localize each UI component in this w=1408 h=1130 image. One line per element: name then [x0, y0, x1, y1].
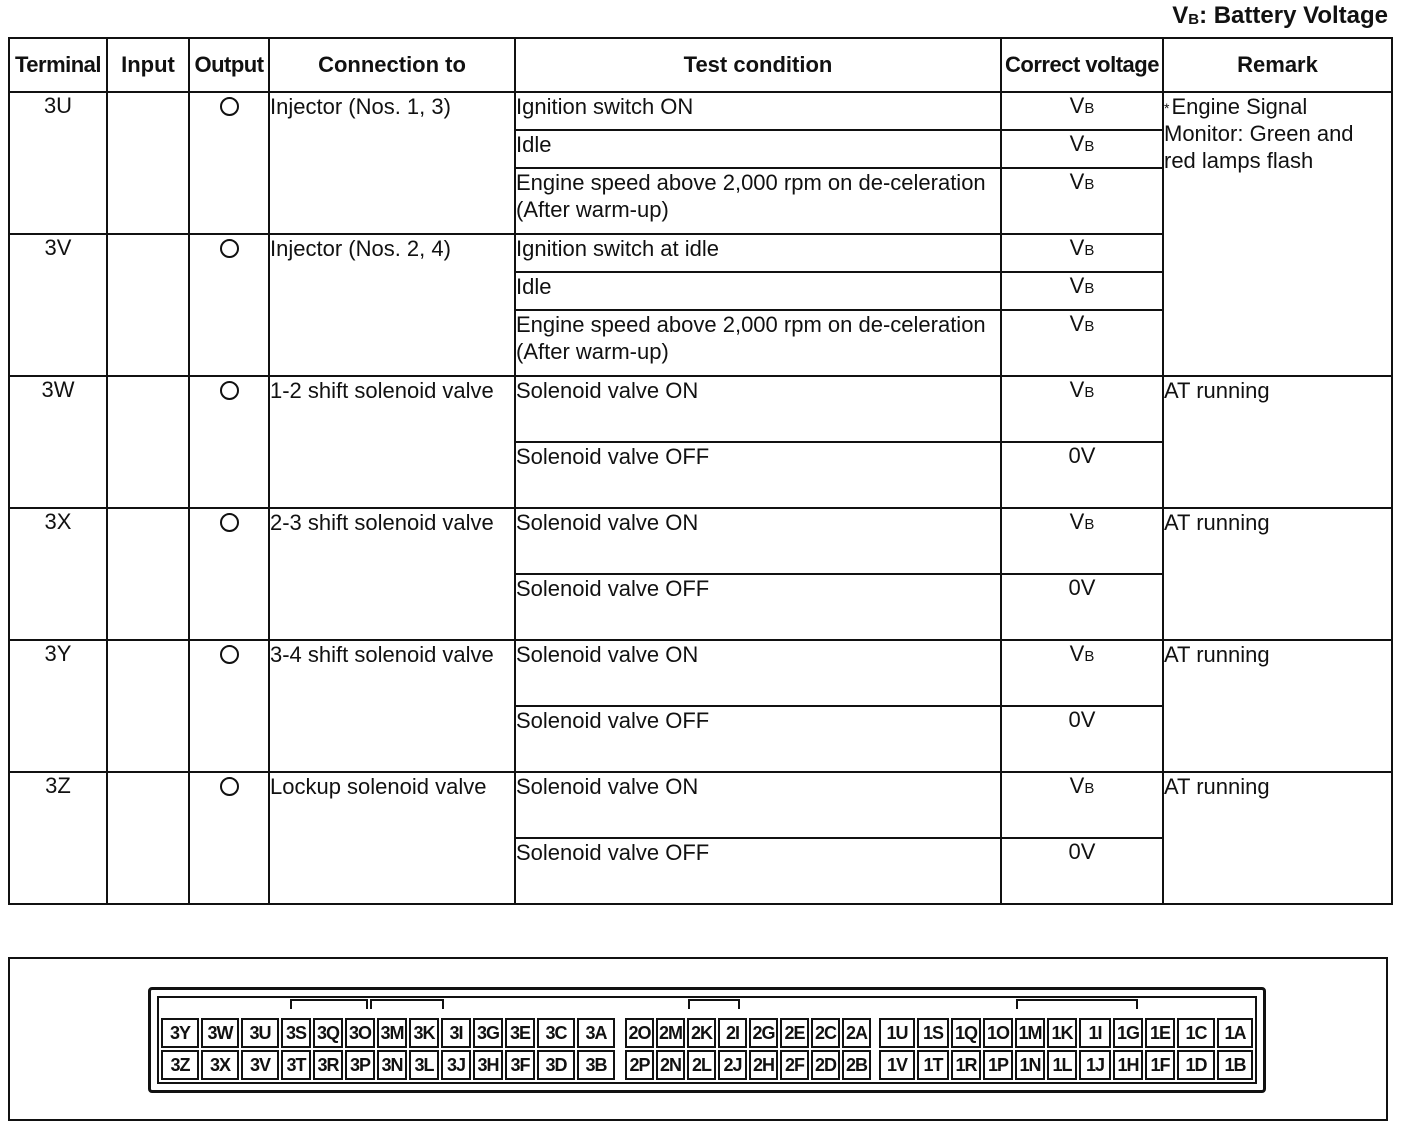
pin-group-3 [160, 1017, 620, 1081]
connector-pin: 2E [780, 1018, 809, 1048]
voltage-value: 0V [1068, 443, 1096, 468]
test-condition-cell: Solenoid valve ON [515, 376, 1001, 442]
connector-pin: 1G [1113, 1018, 1143, 1048]
terminal-cell: 3U [9, 92, 107, 234]
terminal-cell: 3Y [9, 640, 107, 772]
connector-pin: 3R [313, 1050, 343, 1080]
connection-cell: 3-4 shift solenoid valve [269, 640, 515, 772]
connection-cell: Injector (Nos. 1, 3) [269, 92, 515, 234]
vb-v: V [1069, 377, 1085, 402]
terminal-cell: 3Z [9, 772, 107, 904]
connector-pin: 3E [505, 1018, 535, 1048]
voltage-cell [1001, 508, 1163, 574]
remark-star: * [1164, 100, 1170, 116]
voltage-cell [1001, 272, 1163, 310]
connector-pin: 1U [879, 1018, 915, 1048]
legend-text: : Battery Voltage [1199, 2, 1388, 29]
test-condition-cell: Engine speed above 2,000 rpm on de-celeration (After warm-up) [515, 310, 1001, 376]
test-condition-cell: Solenoid valve ON [515, 772, 1001, 838]
test-condition-cell: Solenoid valve ON [515, 508, 1001, 574]
vb-sub: B [1084, 384, 1095, 401]
table-row [9, 772, 1392, 838]
vb-v: V [1069, 311, 1085, 336]
connector-pin: 1P [983, 1050, 1013, 1080]
connector-pin: 2B [842, 1050, 871, 1080]
remark-cell: AT running [1163, 640, 1392, 772]
vb-sub: B [1084, 242, 1095, 259]
test-condition-cell: Ignition switch at idle [515, 234, 1001, 272]
connector-pin: 3L [409, 1050, 439, 1080]
pin-group-2 [624, 1017, 872, 1081]
connector-pin: 3M [377, 1018, 407, 1048]
connector-pin: 1M [1015, 1018, 1045, 1048]
connector-pin: 2I [718, 1018, 747, 1048]
vb-v: V [1069, 169, 1085, 194]
output-cell [189, 772, 269, 904]
connector-pin: 1Q [951, 1018, 981, 1048]
test-condition-cell: Solenoid valve OFF [515, 574, 1001, 640]
connector-pin: 1T [917, 1050, 949, 1080]
connector-pin: 3Z [161, 1050, 199, 1080]
remark-cell: AT running [1163, 772, 1392, 904]
header-remark: Remark [1163, 38, 1392, 92]
connector-pin: 1D [1177, 1050, 1215, 1080]
connector-pin: 3N [377, 1050, 407, 1080]
remark-cell: AT running [1163, 376, 1392, 508]
table-row [9, 508, 1392, 574]
connector-pin: 2D [811, 1050, 840, 1080]
connector-pin: 2N [656, 1050, 685, 1080]
connector-pin: 3D [537, 1050, 575, 1080]
vb-v: V [1069, 131, 1085, 156]
voltage-value: 0V [1068, 575, 1096, 600]
test-condition-cell: Idle [515, 272, 1001, 310]
connector-pin: 3H [473, 1050, 503, 1080]
output-cell [189, 508, 269, 640]
connector-pin: 1H [1113, 1050, 1143, 1080]
terminal-cell: 3X [9, 508, 107, 640]
connector-pin: 1L [1047, 1050, 1077, 1080]
test-condition-cell: Solenoid valve OFF [515, 442, 1001, 508]
connector-pin: 3C [537, 1018, 575, 1048]
vb-sub: B [1084, 318, 1095, 335]
table-row [9, 640, 1392, 706]
voltage-cell [1001, 130, 1163, 168]
connector-pin: 1F [1145, 1050, 1175, 1080]
connection-cell: Injector (Nos. 2, 4) [269, 234, 515, 376]
connector-notch [370, 999, 444, 1009]
test-condition-cell: Engine speed above 2,000 rpm on de-celeration (After warm-up) [515, 168, 1001, 234]
output-circle-icon [220, 513, 239, 532]
connector-pin: 3S [281, 1018, 311, 1048]
output-circle-icon [220, 97, 239, 116]
terminal-cell: 3W [9, 376, 107, 508]
header-input: Input [107, 38, 189, 92]
voltage-legend [1172, 2, 1388, 30]
connector-pin: 2C [811, 1018, 840, 1048]
connector-pin: 3U [241, 1018, 279, 1048]
header-row [9, 38, 1392, 92]
connector-pin: 3O [345, 1018, 375, 1048]
remark-cell [1163, 92, 1392, 376]
connector-pin: 3G [473, 1018, 503, 1048]
voltage-value: 0V [1068, 707, 1096, 732]
connector-pin: 1E [1145, 1018, 1175, 1048]
voltage-cell [1001, 168, 1163, 234]
connector-pin: 1V [879, 1050, 915, 1080]
voltage-cell [1001, 92, 1163, 130]
connector-pin: 1B [1217, 1050, 1253, 1080]
vb-v: V [1069, 93, 1085, 118]
connector-pin: 2M [656, 1018, 685, 1048]
connector-pin: 1N [1015, 1050, 1045, 1080]
terminal-table [8, 37, 1393, 905]
test-condition-cell: Idle [515, 130, 1001, 168]
connector-pin: 1A [1217, 1018, 1253, 1048]
voltage-cell [1001, 772, 1163, 838]
vb-v: V [1069, 509, 1085, 534]
header-terminal: Terminal [9, 38, 107, 92]
connection-cell: 1-2 shift solenoid valve [269, 376, 515, 508]
output-circle-icon [220, 645, 239, 664]
connector-pin: 2H [749, 1050, 778, 1080]
test-condition-cell: Solenoid valve OFF [515, 706, 1001, 772]
connector-pin: 3P [345, 1050, 375, 1080]
connector-pin: 3F [505, 1050, 535, 1080]
header-connection: Connection to [269, 38, 515, 92]
connection-cell: Lockup solenoid valve [269, 772, 515, 904]
connector-notch [688, 999, 740, 1009]
connector-pin: 1C [1177, 1018, 1215, 1048]
connector-pin: 3J [441, 1050, 471, 1080]
remark-cell: AT running [1163, 508, 1392, 640]
connector-notch [1016, 999, 1138, 1009]
connector-pin: 1S [917, 1018, 949, 1048]
output-circle-icon [220, 239, 239, 258]
connector-pin: 3W [201, 1018, 239, 1048]
connector-pin: 2K [687, 1018, 716, 1048]
output-circle-icon [220, 381, 239, 400]
test-condition-cell: Ignition switch ON [515, 92, 1001, 130]
vb-v: V [1069, 773, 1085, 798]
vb-v: V [1069, 235, 1085, 260]
voltage-value: 0V [1068, 839, 1096, 864]
output-circle-icon [220, 777, 239, 796]
connector-pin: 1K [1047, 1018, 1077, 1048]
connector-pin: 3I [441, 1018, 471, 1048]
remark-text: Engine Signal Monitor: Green and red lamps flash [1164, 94, 1354, 173]
test-condition-cell: Solenoid valve OFF [515, 838, 1001, 904]
input-cell [107, 640, 189, 772]
connector-notch [290, 999, 368, 1009]
vb-v: V [1069, 641, 1085, 666]
connector-pin: 1R [951, 1050, 981, 1080]
voltage-cell [1001, 442, 1163, 508]
connector-pin: 3X [201, 1050, 239, 1080]
connector-pin: 3Q [313, 1018, 343, 1048]
connector-pin: 2A [842, 1018, 871, 1048]
input-cell [107, 234, 189, 376]
connector-pin: 2P [625, 1050, 654, 1080]
connector-pin: 2O [625, 1018, 654, 1048]
input-cell [107, 92, 189, 234]
input-cell [107, 772, 189, 904]
vb-sub: B [1084, 176, 1095, 193]
vb-sub: B [1084, 280, 1095, 297]
pin-group-1 [878, 1017, 1252, 1081]
legend-v: V [1172, 2, 1189, 29]
test-condition-cell: Solenoid valve ON [515, 640, 1001, 706]
voltage-cell [1001, 838, 1163, 904]
connector-pin: 1I [1079, 1018, 1111, 1048]
vb-sub: B [1084, 780, 1095, 797]
input-cell [107, 376, 189, 508]
voltage-cell [1001, 706, 1163, 772]
connector-pin: 2L [687, 1050, 716, 1080]
voltage-cell [1001, 574, 1163, 640]
vb-sub: B [1084, 516, 1095, 533]
voltage-cell [1001, 234, 1163, 272]
vb-sub: B [1084, 648, 1095, 665]
connector-pin: 1O [983, 1018, 1013, 1048]
voltage-cell [1001, 310, 1163, 376]
connector-pin: 3V [241, 1050, 279, 1080]
output-cell [189, 640, 269, 772]
voltage-cell [1001, 376, 1163, 442]
connector-pin: 2J [718, 1050, 747, 1080]
table-row [9, 92, 1392, 130]
connector-pin: 3B [577, 1050, 615, 1080]
output-cell [189, 92, 269, 234]
header-output: Output [189, 38, 269, 92]
connector-pin: 3K [409, 1018, 439, 1048]
terminal-cell: 3V [9, 234, 107, 376]
connector-pin: 3Y [161, 1018, 199, 1048]
vb-sub: B [1084, 138, 1095, 155]
voltage-cell [1001, 640, 1163, 706]
output-cell [189, 234, 269, 376]
connector-pin: 2G [749, 1018, 778, 1048]
connector-pin: 3A [577, 1018, 615, 1048]
vb-sub: B [1084, 100, 1095, 117]
connector-pin: 3T [281, 1050, 311, 1080]
vb-v: V [1069, 273, 1085, 298]
input-cell [107, 508, 189, 640]
connector-pin: 1J [1079, 1050, 1111, 1080]
table-row [9, 376, 1392, 442]
output-cell [189, 376, 269, 508]
legend-sub: B [1188, 11, 1200, 28]
connector-pin: 2F [780, 1050, 809, 1080]
header-correct-voltage: Correct voltage [1001, 38, 1163, 92]
header-test-condition: Test condition [515, 38, 1001, 92]
connection-cell: 2-3 shift solenoid valve [269, 508, 515, 640]
